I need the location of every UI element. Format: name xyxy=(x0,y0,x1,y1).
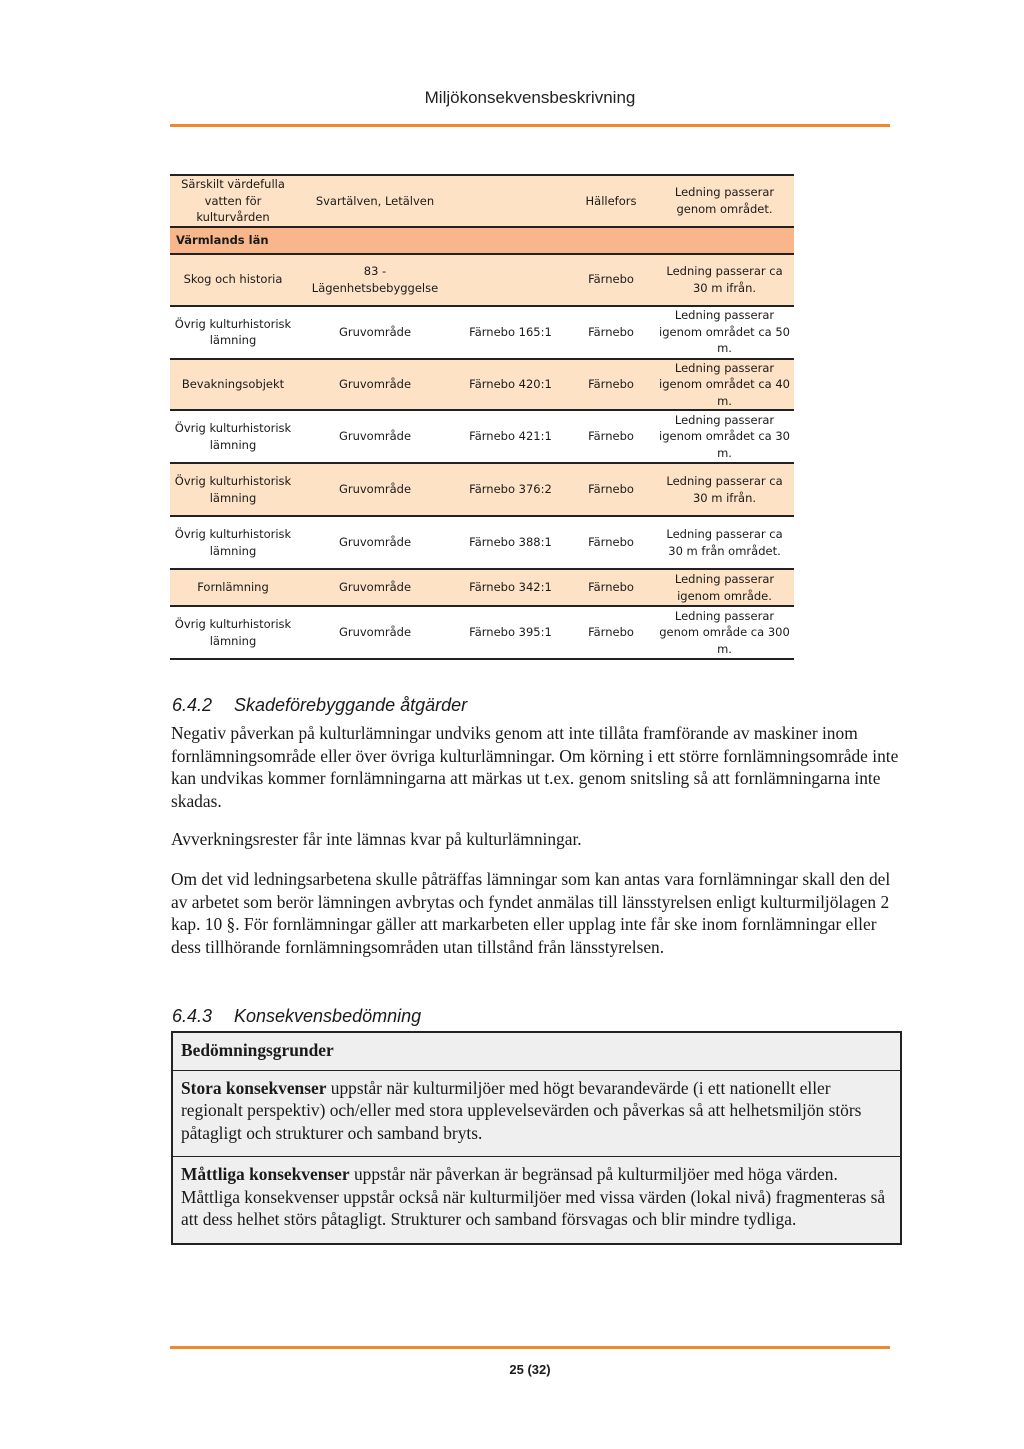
table-row xyxy=(170,569,794,606)
table-cell: Färnebo 395:1 xyxy=(454,606,567,659)
page-number: 25 (32) xyxy=(509,1362,551,1377)
table-cell: Gruvområde xyxy=(296,569,454,606)
criteria-item xyxy=(173,1071,900,1158)
criteria-term: Stora konsekvenser xyxy=(181,1077,327,1098)
section-heading xyxy=(172,695,467,716)
table-cell: Ledning passerar ca 30 m från området. xyxy=(655,516,794,569)
table-cell xyxy=(454,254,567,306)
table-cell: Övrig kulturhistorisk lämning xyxy=(170,410,296,463)
cultural-heritage-table xyxy=(170,174,794,660)
section-heading xyxy=(172,1006,421,1027)
table-cell: Gruvområde xyxy=(296,463,454,516)
table-row xyxy=(170,606,794,659)
table-cell: Färnebo 420:1 xyxy=(454,359,567,411)
table-row xyxy=(170,306,794,359)
table-cell: Färnebo 421:1 xyxy=(454,410,567,463)
table-row xyxy=(170,516,794,569)
table-cell: Färnebo xyxy=(567,254,655,306)
table-cell xyxy=(454,175,567,227)
header-divider xyxy=(170,124,890,127)
table-cell: Ledning passerar igenom område. xyxy=(655,569,794,606)
body-paragraph: Avverkningsrester får inte lämnas kvar på kulturlämningar. xyxy=(171,829,582,849)
region-label: Värmlands län xyxy=(170,227,794,254)
table-cell: Svartälven, Letälven xyxy=(296,175,454,227)
table-cell: Fornlämning xyxy=(170,569,296,606)
table-cell: Färnebo xyxy=(567,569,655,606)
table-cell: Ledning passerar ca 30 m ifrån. xyxy=(655,463,794,516)
table-cell: Gruvområde xyxy=(296,306,454,359)
document-title: Miljökonsekvensbeskrivning xyxy=(424,88,636,107)
footer-divider xyxy=(170,1346,890,1349)
section-title: Konsekvensbedömning xyxy=(234,1006,422,1026)
table-row xyxy=(170,175,794,227)
table-cell: Övrig kulturhistorisk lämning xyxy=(170,306,296,359)
criteria-term: Måttliga konsekvenser xyxy=(181,1164,350,1184)
table-cell: Ledning passerar igenom området ca 50 m. xyxy=(655,306,794,359)
table-row xyxy=(170,254,794,306)
table-cell: Färnebo 165:1 xyxy=(454,306,567,359)
table-cell: Färnebo 388:1 xyxy=(454,516,567,569)
table-cell: Färnebo xyxy=(567,606,655,659)
section-number: 6.4.3 xyxy=(172,1006,213,1026)
table-cell: Färnebo 342:1 xyxy=(454,569,567,606)
criteria-header: Bedömningsgrunder xyxy=(173,1033,900,1071)
table-cell: Övrig kulturhistorisk lämning xyxy=(170,463,296,516)
criteria-item xyxy=(173,1157,900,1243)
table-cell: Gruvområde xyxy=(296,606,454,659)
table-cell: Färnebo 376:2 xyxy=(454,463,567,516)
table-cell: Övrig kulturhistorisk lämning xyxy=(170,606,296,659)
table-cell: Bevakningsobjekt xyxy=(170,359,296,411)
table-row xyxy=(170,410,794,463)
table-cell: Ledning passerar genom område ca 300 m. xyxy=(655,606,794,659)
section-title: Skadeförebyggande åtgärder xyxy=(234,695,468,715)
table-cell: 83 - Lägenhetsbebyggelse xyxy=(296,254,454,306)
table-cell: Ledning passerar igenom området ca 40 m. xyxy=(655,359,794,411)
table-cell: Färnebo xyxy=(567,306,655,359)
table-cell: Färnebo xyxy=(567,410,655,463)
table-cell: Skog och historia xyxy=(170,254,296,306)
table-row xyxy=(170,463,794,516)
criteria-text: uppstår när kulturmiljöer med högt bevarandevärde (i ett nationellt eller regionalt perspektiv) och/eller med stora upplevelsevärden och påverkas så att helhetsmiljön störs påtagligt och strukturer och samband bryts. xyxy=(181,1077,862,1143)
table-cell: Färnebo xyxy=(567,516,655,569)
table-cell: Gruvområde xyxy=(296,516,454,569)
assessment-criteria-box xyxy=(171,1031,902,1245)
criteria-text: uppstår när påverkan är begränsad på kulturmiljöer med höga värden. Måttliga konsekvenser uppstår också när kulturmiljöer med vissa värden (lokal nivå) fragmenteras så att dess helhet störs påtagligt. Strukturer och samband försvagas och blir mindre tydliga. xyxy=(181,1164,886,1229)
body-paragraph: Om det vid ledningsarbetena skulle påträffas lämningar som kan antas vara fornlämningar skall den del av arbetet som berör lämningen avbrytas och fyndet anmälas till länsstyrelsen enligt kulturmiljölagen 2 kap. 10 §. För fornlämningar gäller att markarbeten eller upplag inte får ske inom fornlämningar eller dess tillhörande fornlämningsområden utan tillstånd från länsstyrelsen. xyxy=(171,869,891,957)
table-cell: Ledning passerar igenom området ca 30 m. xyxy=(655,410,794,463)
table-cell: Övrig kulturhistorisk lämning xyxy=(170,516,296,569)
table-cell: Ledning passerar genom området. xyxy=(655,175,794,227)
table-cell: Färnebo xyxy=(567,463,655,516)
table-region-row xyxy=(170,227,794,254)
table-row xyxy=(170,359,794,411)
body-paragraph: Negativ påverkan på kulturlämningar undviks genom att inte tillåta framförande av maskiner inom fornlämningsområde eller över övriga kulturlämningar. Om körning i ett större fornlämningsområde inte kan undvikas kommer fornlämningarna att märkas ut t.ex. genom snitsling så att fornlämningarna inte skadas. xyxy=(171,723,899,811)
table-cell: Hällefors xyxy=(567,175,655,227)
table-cell: Gruvområde xyxy=(296,410,454,463)
table-cell: Särskilt värdefulla vatten för kulturvården xyxy=(170,175,296,227)
section-number: 6.4.2 xyxy=(172,695,213,715)
table-cell: Färnebo xyxy=(567,359,655,411)
table-cell: Ledning passerar ca 30 m ifrån. xyxy=(655,254,794,306)
table-cell: Gruvområde xyxy=(296,359,454,411)
